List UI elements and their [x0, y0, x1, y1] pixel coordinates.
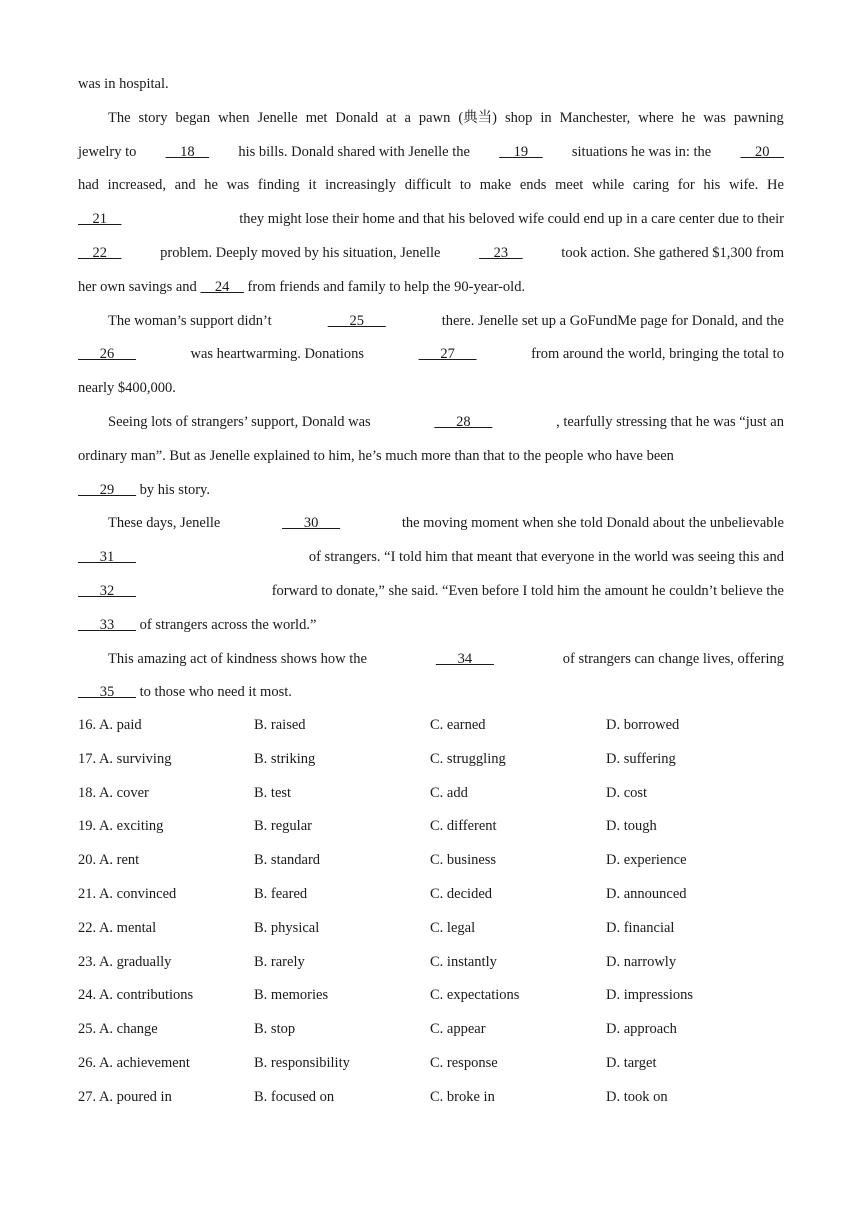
- passage-text: his bills. Donald shared with Jenelle the: [238, 143, 470, 160]
- option-choice: D. narrowly: [606, 953, 677, 970]
- option-choice: 17. A. surviving: [78, 750, 172, 767]
- option-choice: C. struggling: [430, 750, 506, 767]
- passage-line: [78, 646, 784, 680]
- blank-33: 33: [78, 616, 136, 633]
- blank-32: 32: [78, 582, 136, 599]
- option-choice: B. feared: [254, 885, 308, 902]
- blank-30: 30: [282, 515, 341, 532]
- blank-21: 21: [78, 211, 122, 228]
- passage-line: [78, 510, 784, 544]
- option-choice: B. focused on: [254, 1088, 335, 1105]
- passage-word: meet: [555, 177, 584, 194]
- option-choice: D. experience: [606, 852, 687, 869]
- option-choice: 18. A. cover: [78, 784, 149, 801]
- passage-text: took action. She gathered $1,300 from: [561, 244, 784, 261]
- passage-line: [78, 679, 784, 713]
- blank-35: 35: [78, 684, 136, 701]
- blank-25: 25: [327, 312, 386, 329]
- passage-word: had: [78, 177, 99, 194]
- option-choice: B. raised: [254, 717, 306, 733]
- passage-word: he: [681, 109, 696, 126]
- option-choice: C. response: [430, 1054, 498, 1071]
- option-row: [78, 1016, 784, 1050]
- option-choice: 21. A. convinced: [78, 885, 177, 902]
- passage-word: he: [204, 177, 218, 194]
- passage: [78, 71, 784, 713]
- passage-word: when: [218, 109, 250, 126]
- passage-line: [78, 139, 784, 173]
- option-choice: B. responsibility: [254, 1054, 350, 1071]
- option-choice: C. decided: [430, 885, 493, 902]
- passage-text: problem. Deeply moved by his situation, Jenelle: [160, 244, 441, 261]
- option-choice: C. business: [430, 852, 497, 869]
- option-row: [78, 780, 784, 814]
- passage-word: caring: [632, 177, 670, 194]
- option-choice: D. tough: [606, 818, 657, 835]
- blank-28: 28: [434, 413, 493, 430]
- option-choice: D. suffering: [606, 750, 676, 767]
- passage-word: was: [226, 177, 250, 194]
- blank-20: 20: [740, 143, 784, 160]
- passage-text: The woman’s support didn’t: [108, 312, 272, 329]
- passage-word: Donald: [335, 109, 379, 126]
- passage-text: These days, Jenelle: [108, 515, 221, 532]
- blank-18: 18: [165, 143, 210, 160]
- blank-26: 26: [78, 346, 136, 363]
- passage-line: [78, 240, 784, 274]
- passage-word: shop: [504, 109, 533, 126]
- passage-text: situations he was in: the: [571, 143, 712, 160]
- blank-34: 34: [435, 650, 494, 667]
- passage-text: by his story.: [139, 481, 210, 498]
- option-choice: C. appear: [430, 1021, 486, 1038]
- option-choice: D. announced: [606, 885, 687, 902]
- passage-text: her own savings and: [78, 278, 197, 295]
- passage-word: increased,: [107, 177, 166, 194]
- passage-word: it: [308, 177, 317, 194]
- passage-line: [78, 341, 784, 375]
- passage-word: where: [638, 109, 674, 126]
- option-choice: 24. A. contributions: [78, 987, 194, 1004]
- option-choice: B. regular: [254, 818, 312, 835]
- passage-word: difficult: [404, 177, 452, 194]
- option-row: [78, 881, 784, 915]
- blank-23: 23: [479, 244, 523, 261]
- option-row: [78, 1084, 784, 1118]
- option-choice: B. physical: [254, 919, 320, 936]
- option-row: [78, 847, 784, 881]
- passage-text: forward to donate,” she said. “Even before I told him the amount he couldn’t believe the: [271, 582, 784, 599]
- option-choice: B. rarely: [254, 953, 305, 970]
- passage-text: jewelry to: [78, 143, 137, 160]
- option-choice: C. instantly: [430, 953, 497, 970]
- passage-text: was in hospital.: [78, 76, 169, 92]
- option-choice: 27. A. poured in: [78, 1088, 172, 1105]
- passage-word: He: [767, 177, 784, 194]
- passage-word: in: [540, 109, 552, 126]
- passage-word: increasingly: [325, 177, 397, 194]
- option-row: [78, 746, 784, 780]
- option-choice: C. broke in: [430, 1088, 495, 1105]
- option-row: [78, 915, 784, 949]
- option-row: [78, 813, 784, 847]
- passage-line: [78, 71, 784, 105]
- passage-word: while: [591, 177, 625, 194]
- passage-word: a: [404, 109, 411, 126]
- option-choice: 23. A. gradually: [78, 953, 172, 970]
- passage-text: from friends and family to help the 90-year-old.: [247, 278, 526, 295]
- option-choice: B. memories: [254, 987, 329, 1004]
- passage-text: the moving moment when she told Donald about the unbelievable: [401, 515, 784, 532]
- passage-word: for: [677, 177, 695, 194]
- passage-line: [78, 612, 784, 646]
- passage-line: [78, 477, 784, 511]
- option-choice: 16. A. paid: [78, 717, 142, 733]
- option-choice: C. legal: [430, 919, 476, 936]
- option-choice: D. borrowed: [606, 717, 680, 733]
- passage-text: from around the world, bringing the total to: [531, 346, 784, 363]
- option-choice: D. cost: [606, 784, 648, 801]
- passage-word: finding: [257, 177, 300, 194]
- passage-word: met: [305, 109, 328, 126]
- passage-text: of strangers across the world.”: [139, 616, 317, 633]
- option-row: [78, 712, 784, 746]
- option-choice: D. financial: [606, 919, 675, 936]
- option-choice: 20. A. rent: [78, 852, 140, 869]
- passage-word: began: [175, 109, 211, 126]
- passage-text: , tearfully stressing that he was “just an: [556, 413, 784, 430]
- blank-29: 29: [78, 481, 136, 498]
- passage-word: The: [108, 109, 131, 126]
- blank-19: 19: [499, 143, 543, 160]
- passage-text: there. Jenelle set up a GoFundMe page for Donald, and the: [441, 312, 784, 329]
- option-choice: B. striking: [254, 750, 316, 767]
- passage-line: [78, 409, 784, 443]
- option-choice: B. test: [254, 784, 292, 801]
- passage-text: of strangers can change lives, offering: [562, 650, 784, 667]
- passage-text: ordinary man”. But as Jenelle explained to him, he’s much more than that to the people who have been: [78, 447, 674, 464]
- passage-word: at: [386, 109, 397, 126]
- passage-line: [78, 274, 784, 308]
- option-choice: D. impressions: [606, 987, 693, 1004]
- passage-line: [78, 172, 784, 206]
- passage-line: [78, 443, 784, 477]
- passage-text: to those who need it most.: [139, 684, 292, 701]
- passage-word: his: [703, 177, 721, 194]
- option-choice: D. took on: [606, 1088, 668, 1105]
- passage-line: [78, 375, 784, 409]
- blank-22: 22: [78, 244, 122, 261]
- passage-line: [78, 544, 784, 578]
- passage-word: pawning: [733, 109, 784, 126]
- passage-line: [78, 206, 784, 240]
- option-row: [78, 949, 784, 983]
- passage-text: nearly $400,000.: [78, 380, 176, 397]
- blank-24: 24: [200, 278, 244, 295]
- option-choice: B. stop: [254, 1021, 296, 1038]
- passage-text: was heartwarming. Donations: [190, 346, 365, 363]
- passage-line: [78, 308, 784, 342]
- passage-line: [78, 105, 784, 139]
- option-choice: C. add: [430, 784, 468, 801]
- blank-31: 31: [78, 549, 136, 566]
- passage-word: story: [138, 109, 168, 126]
- passage-word: make: [479, 177, 512, 194]
- option-row: [78, 1050, 784, 1084]
- option-choice: 19. A. exciting: [78, 818, 164, 835]
- option-choice: C. different: [430, 818, 497, 835]
- passage-word: (典当): [458, 109, 497, 126]
- option-choice: C. expectations: [430, 987, 520, 1004]
- blank-27: 27: [418, 346, 477, 363]
- passage-word: ends: [519, 177, 547, 194]
- option-choice: 22. A. mental: [78, 919, 157, 936]
- passage-text: they might lose their home and that his beloved wife could end up in a care center due to their: [239, 211, 784, 228]
- passage-word: to: [459, 177, 472, 194]
- passage-word: wife.: [728, 177, 759, 194]
- option-choice: B. standard: [254, 852, 321, 869]
- passage-line: [78, 578, 784, 612]
- options-list: [78, 712, 784, 1118]
- passage-text: This amazing act of kindness shows how the: [108, 650, 367, 667]
- passage-word: Jenelle: [257, 109, 298, 126]
- option-choice: D. approach: [606, 1021, 677, 1038]
- passage-word: and: [174, 177, 196, 194]
- option-choice: 26. A. achievement: [78, 1054, 190, 1071]
- passage-word: pawn: [418, 109, 451, 126]
- option-choice: D. target: [606, 1054, 657, 1071]
- option-row: [78, 982, 784, 1016]
- passage-text: of strangers. “I told him that meant that everyone in the world was seeing this and: [308, 549, 784, 566]
- passage-word: Manchester,: [559, 109, 631, 126]
- passage-text: Seeing lots of strangers’ support, Donald was: [108, 413, 371, 430]
- option-choice: C. earned: [430, 717, 486, 733]
- passage-word: was: [703, 109, 726, 126]
- option-choice: 25. A. change: [78, 1021, 158, 1038]
